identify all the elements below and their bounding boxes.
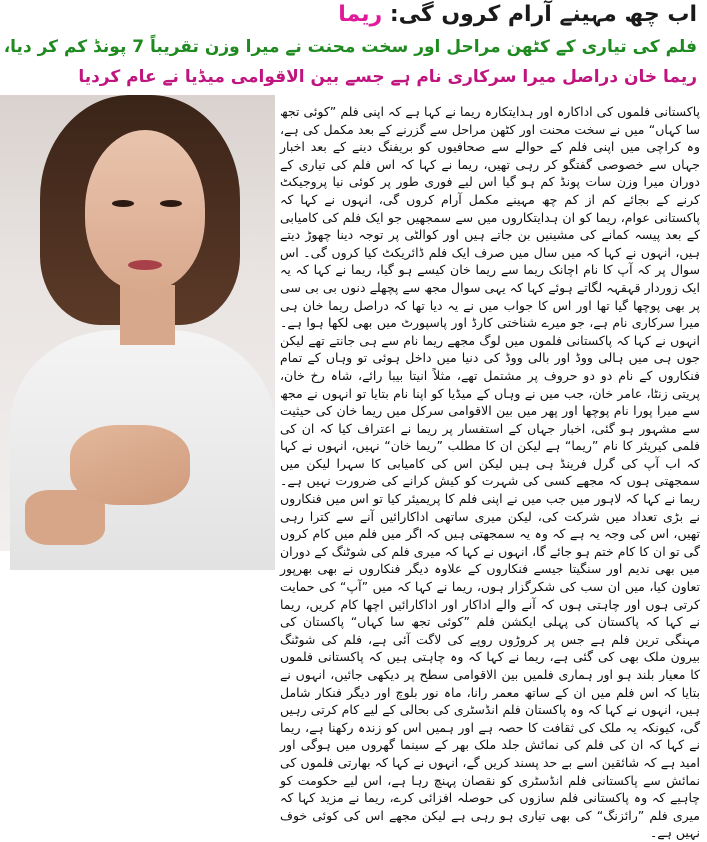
photo-lips <box>128 260 162 270</box>
photo-eye-right <box>160 200 182 207</box>
headline-main: اب چھ مہینے آرام کروں گی: <box>389 2 697 27</box>
reema-photo <box>0 95 275 551</box>
headline-name: ریما <box>338 2 383 27</box>
photo-eye-left <box>112 200 134 207</box>
article-body: پاکستانی فلموں کی اداکارہ اور ہدایتکارہ ریما نے کہا ہے کہ اپنی فلم ”کوئی تجھ سا کہاں“ میں نے سخت محنت اور کٹھن مراحل سے گزرنے کے بعد مکمل کی ہے، وہ کراچی میں اپنی فلم کے حوالے سے صحافیوں کو بریفنگ دینے کے بعد اخبار جہاں سے خصوصی گفتگو کر رہی تھیں، ریما نے کہا کہ اس فلم کی تیاری کے دوران میرا وزن سات پونڈ کم ہو گیا اس لیے فوری طور پر کوئی نیا پروجیکٹ کرنے کے بجائے کم از کم چھ مہینے مکمل آرام کروں گی، انہوں نے کہا کہ پاکستانی عوام، ریما کو ان ہدایتکاروں میں سے سمجھیں جو ایک فلم کی کامیابی کے بعد پیسہ کمانے کی مشینیں بن جاتے ہیں اور کوالٹی پر توجہ دینا چھوڑ دیتے ہیں، انہوں نے کہا کہ میں سال میں صرف ایک فلم ڈائریکٹ کیا کروں گی۔ اس سوال پر کہ آپ کا نام اچانک ریما سے ریما خان کیسے ہو گیا، ریما نے کہا کہ یہ ایک زوردار قہقہہ لگاتے ہوئے کہا کہ یہی سوال مجھ سے پچھلے دنوں بی بی سی پر بھی پوچھا گیا تھا اور اس کا جواب میں نے یہ دیا تھا کہ دراصل ریما خان ہی میرا سرکاری نام ہے، جو میرے شناختی کارڈ اور پاسپورٹ میں بھی لکھا ہوا ہے۔ انہوں نے کہا کہ پاکستانی فلموں میں لوگ مجھے ریما نام سے ہی جانتے تھے لیکن جوں ہی میں ہالی ووڈ اور بالی ووڈ کی دنیا میں داخل ہوئی تو وہاں کے تمام فنکاروں کے نام دو دو حروف پر مشتمل تھے، مثلاً انیتا بیبا رائے، شاہ رخ خان، پریتی زنٹا، عامر خان، جب میں نے وہاں کے میڈیا کو اپنا نام بتایا تو انہوں نے مجھ سے میرا پورا نام پوچھا اور پھر میں بین الاقوامی سرکل میں ریما خان کی حیثیت سے مشہور ہو گئی، اخبار جہاں کے استفسار پر ریما نے اعتراف کیا کہ ان کی فلمی کیریئر کا نام ”ریما“ ہے لیکن ان کا مطلب ”ریما خان“ نہیں، انہوں نے کہا کہ اب آپ کی گرل فرینڈ ہی ہیں لیکن اس کی کامیابی کا سہرا لیکن میں سمجھتی ہوں کہ مجھے کسی کی شہرت کو کیش کرانے کی ضرورت نہیں ہے۔ ریما نے کہا کہ لاہور میں جب میں نے اپنی فلم کا پریمیئر کیا تو اس میں فنکاروں نے بڑی تعداد میں شرکت کی، لیکن میری ساتھی اداکارائیں آنے سے کترا رہی تھیں، اس کی وجہ یہ ہے کہ وہ یہ سمجھتی ہیں کہ اگر میں فلم میں کام کروں گی تو ان کا کام ختم ہو جائے گا، انہوں نے کہا کہ میری فلم کی شوٹنگ کے دوران میں بھی ندیم اور سنگیتا جیسے فنکاروں کے علاوہ دیگر فنکاروں نے بھی بھرپور تعاون کیا، میں ان سب کی شکرگزار ہوں، ریما نے کہا کہ میں ”آپ“ کی حمایت کرتی ہوں اور چاہتی ہوں کہ آنے والے اداکار اور اداکارائیں اچھا کام کریں، ریما نے کہا کہ پاکستان کی پہلی ایکشن فلم ”کوئی تجھ سا کہاں“ پاکستان کی مہنگی ترین فلم ہے جس پر کروڑوں روپے کی لاگت آئی ہے، فلم کی شوٹنگ بیرون ملک بھی کی گئی ہے، ریما نے کہا کہ وہ چاہتی ہیں کہ پاکستانی فلموں کا معیار بلند ہو اور ہماری فلمیں بین الاقوامی سطح پر دیکھی جائیں، انہوں نے بتایا کہ اس فلم میں ان کے ساتھ معمر رانا، ماہ نور بلوچ اور دیگر فنکار شامل ہیں، انہوں نے کہا کہ وہ پاکستان فلم انڈسٹری کی بحالی کے لیے کام کرتی رہیں گی، کیونکہ یہ ملک کی ثقافت کا حصہ ہے اور ہمیں اس کو زندہ رکھنا ہے، ریما نے کہا کہ ان کی فلم کی نمائش جلد ملک بھر کے سینما گھروں میں ہوگی اور امید ہے کہ شائقین اسے بے حد پسند کریں گے، انہوں نے کہا کہ بھارتی فلموں کی نمائش سے پاکستانی فلم انڈسٹری کو نقصان پہنچ رہا ہے، اس لیے حکومت کو چاہیے کہ وہ پاکستانی فلم سازوں کی حوصلہ افزائی کرے، ریما نے مزید کہا کہ میری فلم ”رائزنگ“ کی بھی تیاری ہو رہی ہے لیکن مجھے اس کی کوئی خوف نہیں ہے۔ <box>280 104 700 841</box>
photo-neck <box>120 285 175 345</box>
photo-hand <box>70 425 190 505</box>
subheadline-weight: فلم کی تیاری کے کٹھن مراحل اور سخت محنت نے میرا وزن تقریباً 7 پونڈ کم کر دیا، <box>3 37 697 57</box>
headline <box>338 2 697 27</box>
subheadline-name: ریما خان دراصل میرا سرکاری نام ہے جسے بین الاقوامی میڈیا نے عام کردیا <box>78 67 697 87</box>
